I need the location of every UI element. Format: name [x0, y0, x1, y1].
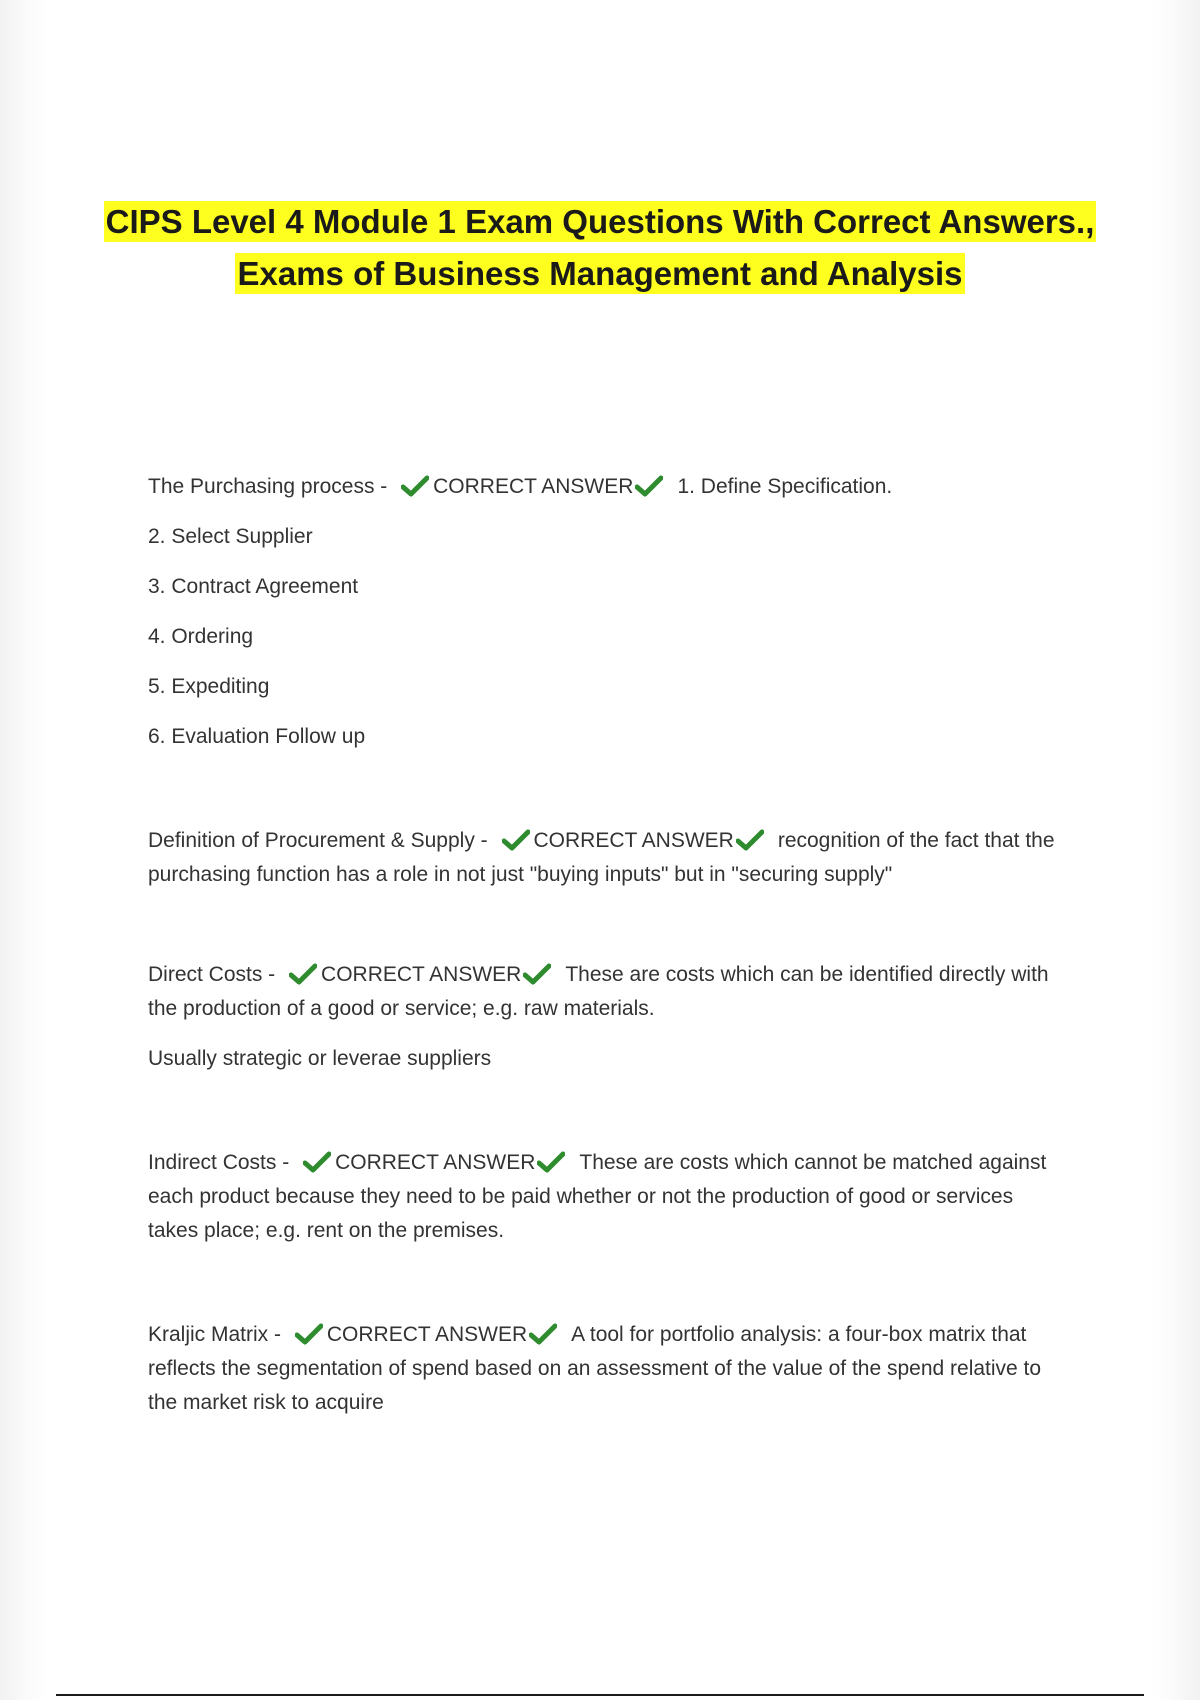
check-mark-icon [635, 475, 663, 497]
answer-note: Usually strategic or leverae suppliers [148, 1047, 492, 1070]
qa-entry-indirect-costs [148, 1146, 1088, 1248]
page-bottom-rule [56, 1694, 1144, 1696]
qa-question-line [148, 1146, 1088, 1180]
title-line-1: CIPS Level 4 Module 1 Exam Questions With Correct Answers., [105, 203, 1095, 240]
check-mark-icon [523, 963, 551, 985]
question-term: Direct Costs - [148, 963, 276, 986]
answer-text: recognition of the fact that the [777, 829, 1055, 852]
question-term: Kraljic Matrix - [148, 1323, 282, 1346]
answer-text: These are costs which can be identified directly with [565, 963, 1049, 986]
check-mark-icon [401, 475, 429, 497]
page-edge-right [1152, 0, 1200, 1700]
list-item: 5. Expediting [148, 675, 270, 698]
answer-label: CORRECT ANSWER [433, 475, 634, 498]
list-item: 2. Select Supplier [148, 525, 313, 548]
answer-label: CORRECT ANSWER [335, 1151, 536, 1174]
answer-continuation: each product because they need to be paid whether or not the production of good or services [148, 1185, 1014, 1208]
check-mark-icon [736, 829, 764, 851]
qa-question-line [148, 958, 1088, 992]
check-mark-icon [289, 963, 317, 985]
answer-label: CORRECT ANSWER [326, 1323, 528, 1346]
answer-label: CORRECT ANSWER [321, 963, 522, 986]
list-item: 4. Ordering [148, 625, 254, 648]
list-item: 6. Evaluation Follow up [148, 725, 366, 748]
question-term: Definition of Procurement & Supply - [148, 829, 488, 852]
answer-continuation: the market risk to acquire [148, 1391, 384, 1414]
qa-entry-procurement-definition [148, 824, 1088, 892]
qa-question-line [148, 824, 1088, 858]
question-term: Indirect Costs - [148, 1151, 290, 1174]
check-mark-icon [502, 829, 530, 851]
qa-question-line [148, 1318, 1088, 1352]
answer-text: A tool for portfolio analysis: a four-box matrix that [571, 1323, 1027, 1346]
check-mark-icon [295, 1323, 323, 1345]
answer-continuation: reflects the segmentation of spend based on an assessment of the value of the spend relative to [148, 1357, 1042, 1380]
question-term: The Purchasing process - [148, 475, 388, 498]
qa-entry-purchasing-process [148, 470, 1088, 754]
answer-continuation: purchasing function has a role in not just "buying inputs" but in "securing supply" [148, 863, 893, 886]
qa-entry-kraljic-matrix [148, 1318, 1088, 1420]
check-mark-icon [529, 1323, 557, 1345]
answer-text: These are costs which cannot be matched against [579, 1151, 1047, 1174]
title-line-2: Exams of Business Management and Analysis [237, 255, 963, 292]
answer-continuation: the production of a good or service; e.g. raw materials. [148, 997, 655, 1020]
answer-label: CORRECT ANSWER [533, 829, 734, 852]
page-edge-left [0, 0, 48, 1700]
qa-content [148, 470, 1088, 1420]
document-title [100, 196, 1100, 300]
check-mark-icon [303, 1151, 331, 1173]
qa-entry-direct-costs [148, 958, 1088, 1076]
answer-text: 1. Define Specification. [677, 475, 893, 498]
check-mark-icon [537, 1151, 565, 1173]
qa-question-line [148, 470, 1088, 504]
answer-continuation: takes place; e.g. rent on the premises. [148, 1219, 505, 1242]
list-item: 3. Contract Agreement [148, 575, 359, 598]
